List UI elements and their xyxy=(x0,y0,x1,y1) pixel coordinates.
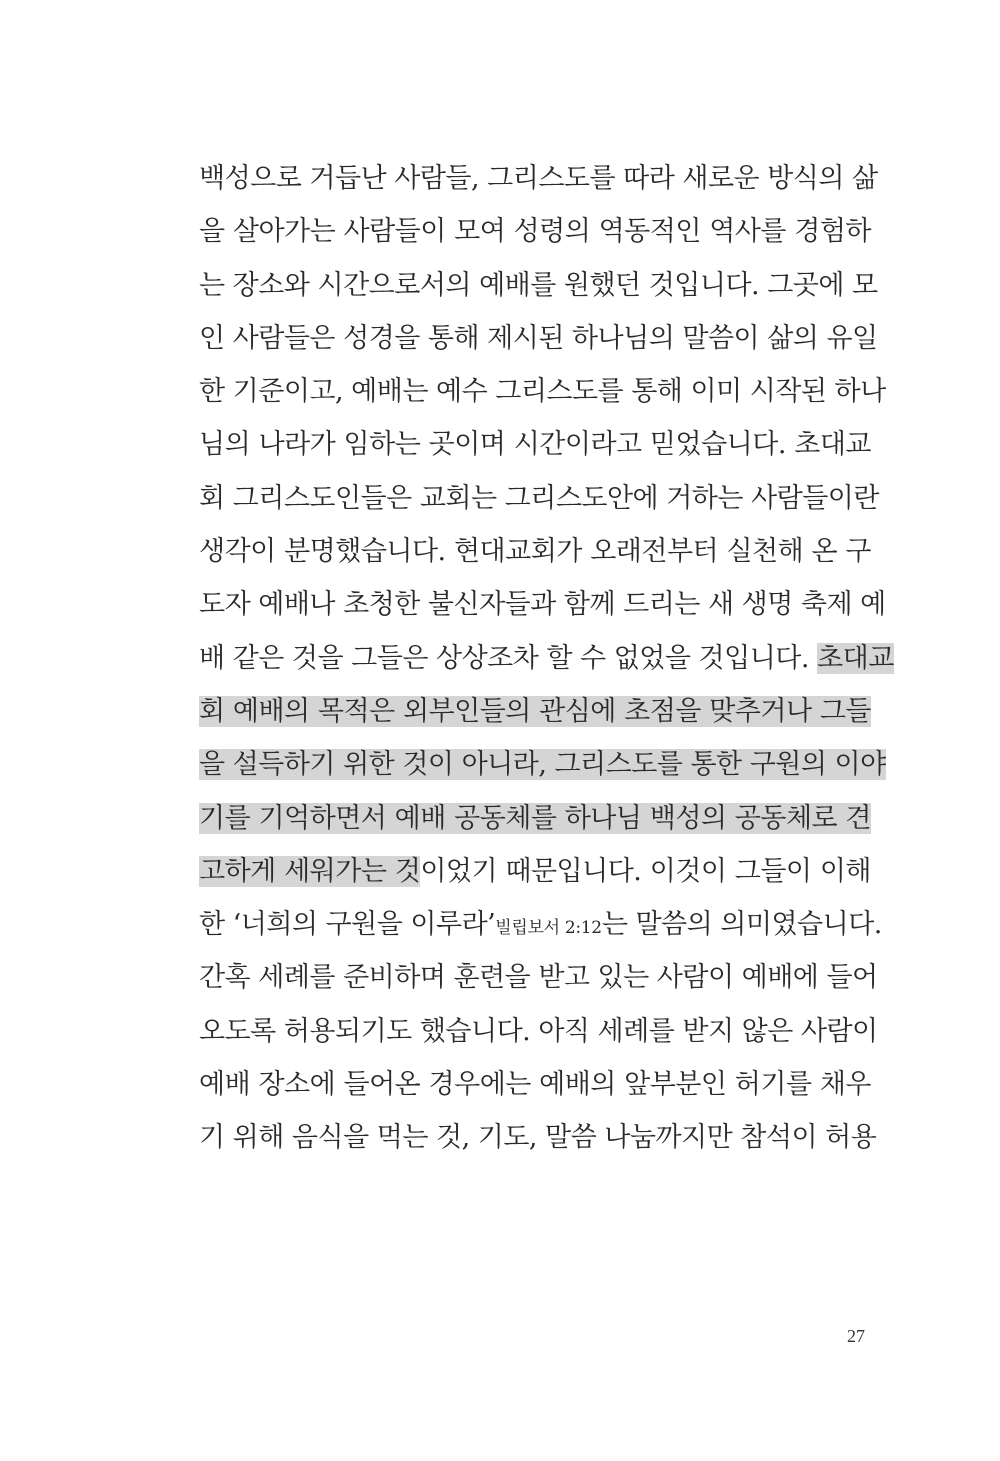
text-segment: 는 말씀의 의미였습니다. xyxy=(601,909,882,941)
text-line: 생각이 분명했습니다. 현대교회가 오래전부터 실천해 온 구 xyxy=(199,536,871,568)
text-line: 백성으로 거듭난 사람들, 그리스도를 따라 새로운 방식의 삶 xyxy=(199,163,878,194)
text-line xyxy=(199,845,871,898)
highlighted-text: 을 설득하기 위한 것이 아니라, 그리스도를 통한 구원의 이야 xyxy=(199,749,886,781)
text-line: 예배 장소에 들어온 경우에는 예배의 앞부분인 허기를 채우 xyxy=(199,1069,871,1101)
text-line xyxy=(199,738,886,791)
text-line: 회 그리스도인들은 교회는 그리스도안에 거하는 사람들이란 xyxy=(199,482,879,514)
text-line: 는 장소와 시간으로서의 예배를 원했던 것입니다. 그곳에 모 xyxy=(199,269,878,301)
text-line: 기 위해 음식을 먹는 것, 기도, 말씀 나눔까지만 참석이 허용 xyxy=(199,1122,877,1154)
scripture-reference: 빌립보서 2:12 xyxy=(495,918,602,939)
text-line xyxy=(199,685,871,738)
highlighted-text: 초대교 xyxy=(817,642,894,674)
highlighted-text: 회 예배의 목적은 외부인들의 관심에 초점을 맞추거나 그들 xyxy=(199,695,871,727)
text-segment: 배 같은 것을 그들은 상상조차 할 수 없었을 것입니다. xyxy=(199,642,818,674)
highlighted-text: 고하게 세워가는 것 xyxy=(199,855,421,887)
body-text xyxy=(199,152,894,1165)
highlighted-text: 기를 기억하면서 예배 공동체를 하나님 백성의 공동체로 견 xyxy=(199,802,871,834)
text-line: 을 살아가는 사람들이 모여 성령의 역동적인 역사를 경험하 xyxy=(199,216,871,248)
text-line: 님의 나라가 임하는 곳이며 시간이라고 믿었습니다. 초대교 xyxy=(199,429,871,461)
text-line: 간혹 세례를 준비하며 훈련을 받고 있는 사람이 예배에 들어 xyxy=(199,962,878,994)
text-line: 도자 예배나 초청한 불신자들과 함께 드리는 새 생명 축제 예 xyxy=(199,589,886,621)
text-line: 한 기준이고, 예배는 예수 그리스도를 통해 이미 시작된 하나 xyxy=(199,376,886,408)
text-segment: 이었기 때문입니다. 이것이 그들이 이해 xyxy=(420,855,871,887)
text-line: 오도록 허용되기도 했습니다. 아직 세례를 받지 않은 사람이 xyxy=(199,1015,878,1047)
page-number: 27 xyxy=(847,1326,865,1346)
text-line xyxy=(199,792,871,845)
text-line xyxy=(199,898,882,951)
text-segment: 한 ‘너희의 구원을 이루라’ xyxy=(199,909,496,941)
text-line: 인 사람들은 성경을 통해 제시된 하나님의 말씀이 삶의 유일 xyxy=(199,322,878,354)
text-line xyxy=(199,632,894,685)
